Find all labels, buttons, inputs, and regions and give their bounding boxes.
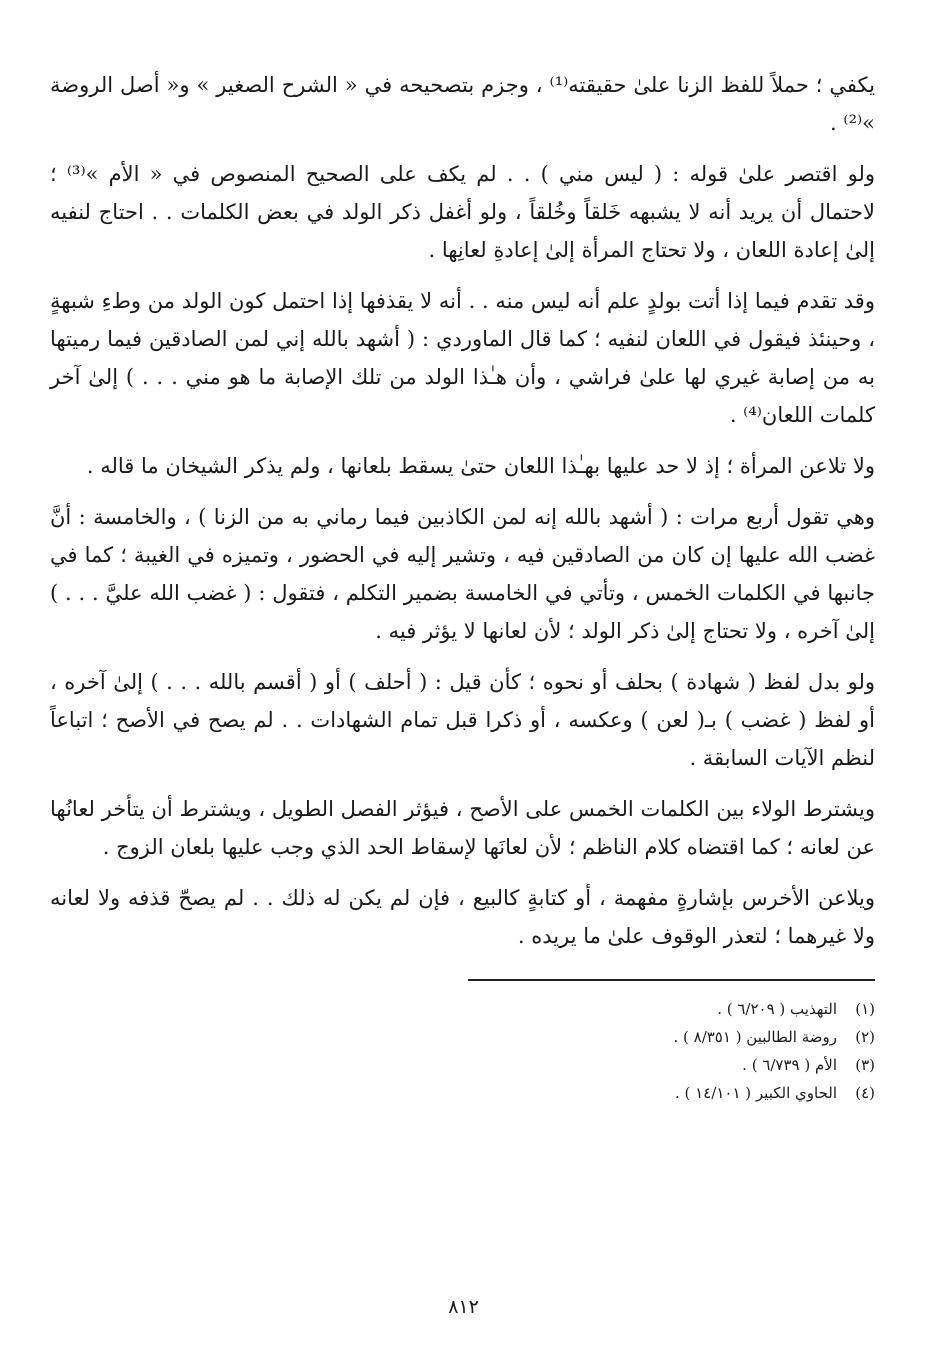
paragraph: يكفي ؛ حملاً للفظ الزنا علىٰ حقيقته⁽¹⁾ ، وجزم بتصحيحه في « الشرح الصغير » و« أصل الروضة »⁽²⁾ .: [50, 73, 875, 135]
footnote-number: (٢): [855, 1028, 875, 1046]
footnote-item: [50, 995, 875, 1023]
paragraph: وهي تقول أربع مرات : ( أشهد بالله إنه لمن الكاذبين فيما رماني به من الزنا ) ، والخامسة : أنَّ غضب الله عليها إن كان من الصادقين فيه ، وتشير إليه في الحضور ، وتميزه في الغيبة ؛ كما في جانبها في الكلمات الخمس ، وتأتي في الخامسة بضمير التكلم ، فتقول : ( غضب الله عليَّ . . . ) إلىٰ آخره ، ولا تحتاج إلىٰ ذكر الولد ؛ لأن لعانها لا يؤثر فيه .: [50, 505, 876, 643]
footnote-number: (٤): [855, 1084, 875, 1102]
footnote-text: الأم ( ٦/٧٣٩ ) .: [742, 1056, 837, 1074]
paragraph: ولو بدل لفظ ( شهادة ) بحلف أو نحوه ؛ كأن قيل : ( أحلف ) أو ( أقسم بالله . . . ) إلىٰ آخره ، أو لفظ ( غضب ) بـ( لعن ) وعكسه ، أو ذكرا قبل تمام الشهادات . . لم يصح في الأصح ؛ اتباعاً لنظم الآيات السابقة .: [50, 670, 875, 770]
body-text: [50, 66, 875, 955]
footnotes: [50, 995, 875, 1107]
footnote-number: (١): [855, 1000, 875, 1018]
footnote-separator: [468, 979, 875, 981]
paragraph: ويلاعن الأخرس بإشارةٍ مفهمة ، أو كتابةٍ كالبيع ، فإن لم يكن له ذلك . . لم يصحّ قذفه ولا لعانه ولا غيرهما ؛ لتعذر الوقوف علىٰ ما يريده .: [50, 886, 875, 948]
page-number: ٨١٢: [448, 1296, 479, 1318]
paragraph: وقد تقدم فيما إذا أتت بولدٍ علم أنه ليس منه . . أنه لا يقذفها إذا احتمل كون الولد من وطءِ شبهةٍ ، وحينئذ فيقول في اللعان لنفيه ؛ كما قال الماوردي : ( أشهد بالله إني لمن الصادقين فيما رميتها به من إصابة غيري لها علىٰ فراشي ، وأن هـٰذا الولد من تلك الإصابة ما هو مني . . . ) إلىٰ آخر كلمات اللعان⁽⁴⁾ .: [50, 289, 875, 427]
footnote-number: (٣): [855, 1056, 875, 1074]
paragraph: ولو اقتصر علىٰ قوله : ( ليس مني ) . . لم يكف على الصحيح المنصوص في « الأم »⁽³⁾ ؛ لاحتمال أن يريد أنه لا يشبهه خَلقاً وخُلقاً ، ولو أغفل ذكر الولد في بعض الكلمات . . احتاج لنفيه إلىٰ إعادة اللعان ، ولا تحتاج المرأة إلىٰ إعادةِ لعانِها .: [50, 162, 875, 262]
footnote-text: روضة الطالبين ( ٨/٣٥١ ) .: [673, 1028, 837, 1046]
paragraph: ويشترط الولاء بين الكلمات الخمس على الأصح ، فيؤثر الفصل الطويل ، ويشترط أن يتأخر لعانُها عن لعانه ؛ كما اقتضاه كلام الناظم ؛ لأن لعانَها لإسقاط الحد الذي وجب عليها بلعان الزوج .: [50, 797, 875, 859]
footnote-item: [50, 1051, 875, 1079]
paragraph: ولا تلاعن المرأة ؛ إذ لا حد عليها بهـٰذا اللعان حتىٰ يسقط بلعانها ، ولم يذكر الشيخان ما قاله .: [86, 454, 875, 478]
footnote-text: التهذيب ( ٦/٢٠٩ ) .: [717, 1000, 837, 1018]
footnote-item: [50, 1079, 875, 1107]
footnote-item: [50, 1023, 875, 1051]
footnote-text: الحاوي الكبير ( ١٤/١٠١ ) .: [675, 1084, 837, 1102]
